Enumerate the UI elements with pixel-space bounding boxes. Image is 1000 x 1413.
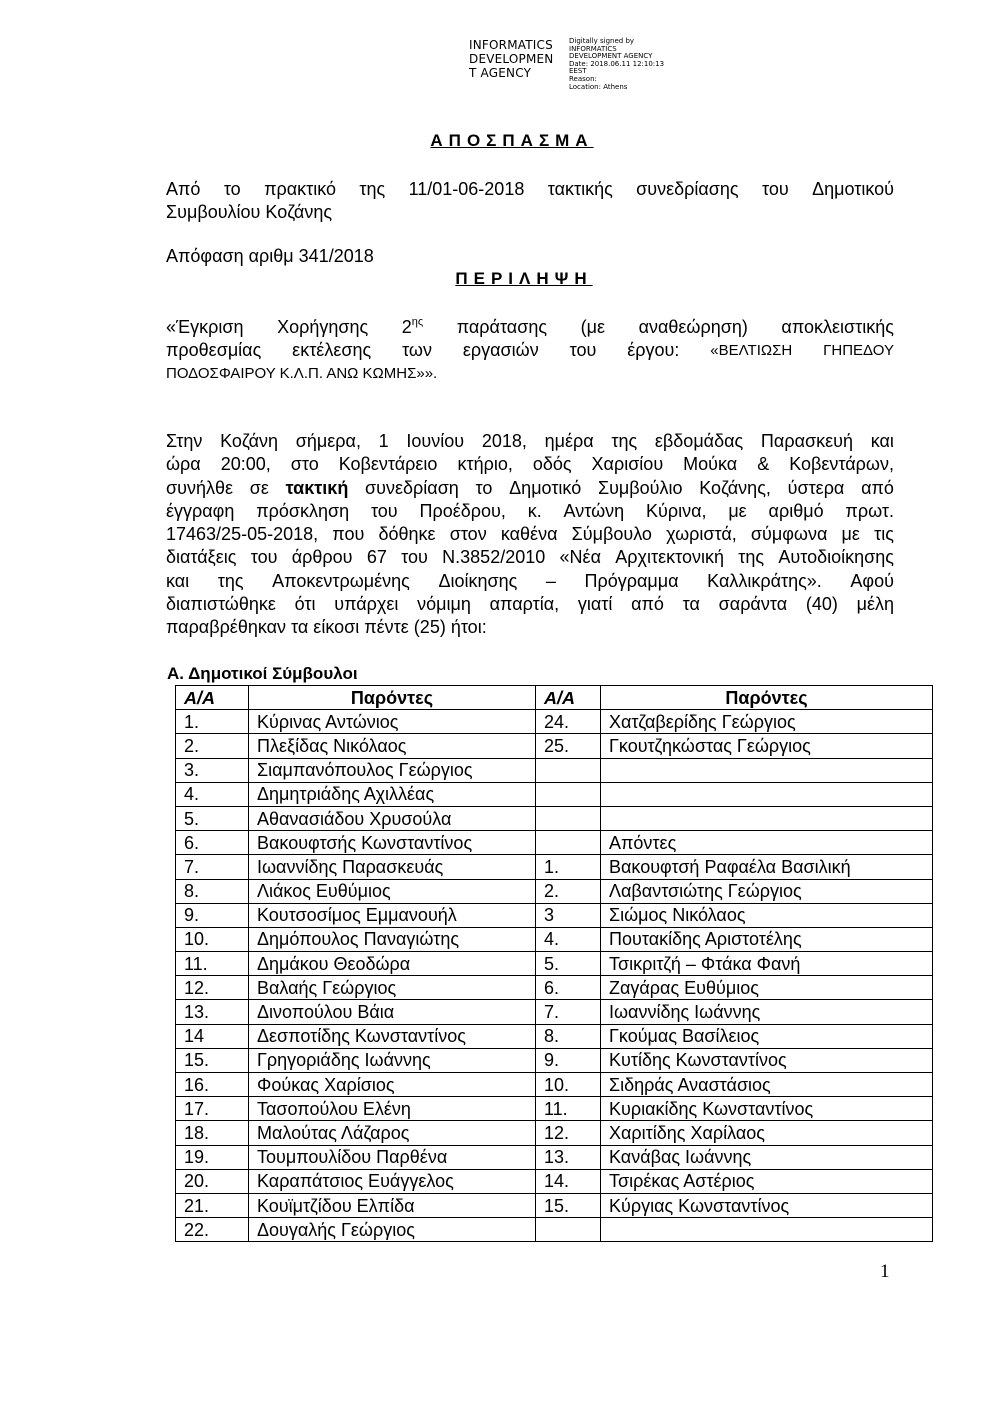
word: του [401, 547, 428, 568]
member-name [601, 1218, 933, 1242]
word: έγγραφη [166, 500, 235, 521]
word: (40) [805, 594, 838, 615]
signature-date: Date: 2018.06.11 12:10:13 [569, 59, 665, 68]
member-name: Απόντες [601, 831, 933, 855]
member-number: 6. [536, 976, 601, 1000]
table-row [176, 1024, 933, 1048]
member-number: 6. [176, 831, 249, 855]
member-name: Τσικριτζή – Φτάκα Φανή [601, 952, 933, 976]
table-row [176, 710, 933, 734]
word: εκτέλεσης [292, 340, 372, 360]
word: της [611, 431, 638, 451]
member-name [601, 806, 933, 830]
word: 20:00, [220, 454, 271, 475]
member-name: Κύργιας Κωνσταντίνος [601, 1193, 933, 1217]
word: ημέρα [544, 431, 594, 451]
member-number: 14 [176, 1024, 249, 1048]
table-row [176, 1000, 933, 1024]
word: Χαρισίου [591, 454, 664, 475]
word: Χορήγησης [277, 317, 369, 337]
table-row [176, 952, 933, 976]
member-number: 1. [536, 855, 601, 879]
word: και [166, 570, 190, 591]
member-number: 1. [176, 710, 249, 734]
signature-details [569, 38, 664, 91]
word: πρακτικό [264, 179, 337, 199]
word: Ιουνίου [406, 431, 465, 451]
col-header-present: Παρόντες [601, 686, 933, 710]
word: της [217, 570, 244, 591]
member-name: Κανάβας Ιωάννης [601, 1145, 933, 1169]
member-number: 10. [176, 927, 249, 951]
word: ώρα [166, 454, 201, 475]
word: τακτικής [547, 179, 613, 199]
member-number: 16. [176, 1073, 249, 1097]
member-name: Δινοπούλου Βάια [249, 1000, 536, 1024]
member-name: Λιάκος Ευθύμιος [249, 879, 536, 903]
member-number [536, 782, 601, 806]
member-name: Κυριακίδης Κωνσταντίνος [601, 1097, 933, 1121]
word: (με [580, 317, 605, 337]
word: ΓΗΠΕΔΟΥ [823, 342, 894, 359]
word: – [545, 570, 556, 591]
summary-line3: ΠΟΔΟΣΦΑΙΡΟΥ Κ.Λ.Π. ΑΝΩ ΚΩΜΗΣ»». [166, 365, 438, 382]
member-name: Κύρινας Αντώνιος [249, 710, 536, 734]
signature-reason: Reason: [569, 74, 597, 83]
member-number: 25. [536, 734, 601, 758]
word: Στην [166, 431, 203, 451]
word: 67 [366, 547, 387, 568]
word: αναθεώρηση) [638, 317, 748, 337]
word: Καλλικράτης». [707, 570, 822, 591]
member-number: 3 [536, 903, 601, 927]
minutes-reference-line2: Συμβουλίου Κοζάνης [166, 202, 333, 222]
member-name: Λαβαντσιώτης Γεώργιος [601, 879, 933, 903]
table-row [176, 1048, 933, 1072]
body-line [166, 570, 894, 593]
table-row [176, 782, 933, 806]
word: ότι [294, 594, 316, 615]
member-name: Δεσποτίδης Κωνσταντίνος [249, 1024, 536, 1048]
member-number: 12. [536, 1121, 601, 1145]
member-number: 19. [176, 1145, 249, 1169]
word: καθένα [500, 524, 558, 545]
word: του [761, 179, 789, 199]
word: 2018, [481, 431, 527, 451]
table-row [176, 879, 933, 903]
member-name: Δημόπουλος Παναγιώτης [249, 927, 536, 951]
member-name: Αθανασιάδου Χρυσούλα [249, 806, 536, 830]
word: Δημοτικού [812, 179, 894, 199]
word: σήμερα, [295, 431, 361, 451]
word: εβδομάδας [654, 431, 744, 451]
member-name: Ζαγάρας Ευθύμιος [601, 976, 933, 1000]
member-name: Γκουτζηκώστας Γεώργιος [601, 734, 933, 758]
word: Αφού [850, 570, 894, 591]
signer-line: T AGENCY [469, 66, 532, 80]
member-name: Σιδηράς Αναστάσιος [601, 1073, 933, 1097]
word: γιατί [577, 594, 613, 615]
word: των [402, 340, 432, 360]
member-number: 15. [536, 1193, 601, 1217]
member-name: Ιωαννίδης Ιωάννης [601, 1000, 933, 1024]
word: μέλη [856, 594, 894, 615]
member-name: Πλεξίδας Νικόλαος [249, 734, 536, 758]
signer-line: DEVELOPMEN [469, 52, 554, 66]
word: του [370, 500, 398, 521]
table-body [176, 710, 933, 1242]
word: Από [166, 179, 201, 199]
word: αποκλειστικής [781, 317, 894, 337]
member-number [536, 831, 601, 855]
member-number: 4. [536, 927, 601, 951]
table-row [176, 734, 933, 758]
col-header-number: Α/Α [176, 686, 249, 710]
signer-name [469, 38, 561, 91]
body-line [166, 523, 894, 546]
table-row [176, 927, 933, 951]
section-title: Α. Δημοτικοί Σύμβουλοι [167, 664, 358, 683]
member-number: 12. [176, 976, 249, 1000]
word: αριθμό [768, 500, 824, 521]
word: με [728, 500, 747, 521]
member-name: Τασοπούλου Ελένη [249, 1097, 536, 1121]
word: δόθηκε [378, 524, 436, 545]
member-number: 7. [176, 855, 249, 879]
member-number: 9. [536, 1048, 601, 1072]
table-row [176, 1097, 933, 1121]
member-number: 11. [176, 952, 249, 976]
member-number: 7. [536, 1000, 601, 1024]
member-name: Βαλαής Γεώργιος [249, 976, 536, 1000]
table-row [176, 1121, 933, 1145]
table-row [176, 1145, 933, 1169]
table-row [176, 831, 933, 855]
member-number: 11. [536, 1097, 601, 1121]
word: που [332, 524, 365, 545]
word: άρθρου [291, 547, 353, 568]
word: Κοζάνη [220, 431, 279, 451]
member-name: Δουγαλής Γεώργιος [249, 1218, 536, 1242]
member-number: 4. [176, 782, 249, 806]
word: πρόσκληση [256, 500, 350, 521]
word: Αποκεντρωμένης [272, 570, 410, 591]
member-name: Χαριτίδης Χαρίλαος [601, 1121, 933, 1145]
table-row [176, 976, 933, 1000]
signature-detail-line: INFORMATICS [569, 44, 617, 53]
word: στον [449, 524, 487, 545]
word: υπάρχει [334, 594, 399, 615]
word: Ν.3852/2010 [442, 547, 546, 568]
member-name: Βακουφτσή Ραφαέλα Βασιλική [601, 855, 933, 879]
word: νόμιμη [417, 594, 471, 615]
body-line [166, 593, 894, 616]
word: Συμβούλιο [597, 477, 683, 498]
signature-detail-line: DEVELOPMENT AGENCY [569, 52, 653, 61]
signature-detail-line: EEST [569, 67, 587, 76]
word: 1 [378, 431, 389, 451]
member-name: Τσιρέκας Αστέριος [601, 1169, 933, 1193]
word: προθεσμίας [166, 340, 262, 360]
member-name: Κουϊμτζίδου Ελπίδα [249, 1193, 536, 1217]
word: Κύρινα, [645, 500, 707, 521]
member-name: Φούκας Χαρίσιος [249, 1073, 536, 1097]
word: το [475, 477, 493, 498]
word: Αυτοδιοίκησης [778, 547, 894, 568]
body-line [166, 477, 894, 500]
word: συνεδρίαση [365, 477, 459, 498]
word: από [861, 477, 894, 498]
table-row [176, 903, 933, 927]
word: «ΒΕΛΤΙΩΣΗ [710, 342, 793, 359]
word: διαπιστώθηκε [166, 594, 276, 615]
table-row [176, 1193, 933, 1217]
member-name: Πουτακίδης Αριστοτέλης [601, 927, 933, 951]
word: σαράντα [718, 594, 788, 615]
signer-line: INFORMATICS [469, 38, 553, 52]
summary-line1 [166, 316, 894, 339]
word: κ. [527, 500, 542, 521]
table-row [176, 1218, 933, 1242]
word: κτήριο, [457, 454, 513, 475]
member-number: 18. [176, 1121, 249, 1145]
body-line [166, 430, 894, 453]
word: χωριστά, [666, 524, 737, 545]
signature-detail-line: Digitally signed by [569, 37, 635, 45]
word: διατάξεις [166, 547, 237, 568]
word: τα [682, 594, 700, 615]
word: Σύμβουλο [571, 524, 652, 545]
word: $2^{\eta\varsigma}$ [401, 316, 424, 337]
word: Παρασκευή [760, 431, 853, 451]
word: παράτασης [456, 317, 548, 337]
summary-line2 [166, 339, 894, 362]
council-members-table [175, 685, 933, 1242]
word: Αντώνη [563, 500, 625, 521]
word: έργου: [627, 340, 680, 360]
word: & [757, 454, 770, 475]
word: με [841, 524, 860, 545]
member-number: 13. [176, 1000, 249, 1024]
member-name: Γκούμας Βασίλειος [601, 1024, 933, 1048]
member-name: Ιωαννίδης Παρασκευάς [249, 855, 536, 879]
word: ύστερα [787, 477, 845, 498]
word: Δημοτικό [509, 477, 582, 498]
word: στο [290, 454, 319, 475]
word: του [250, 547, 278, 568]
word: Αρχιτεκτονική [615, 547, 724, 568]
member-name: Τουμπουλίδου Παρθένα [249, 1145, 536, 1169]
word: Πρόγραμμα [584, 570, 679, 591]
word: σε [249, 477, 269, 498]
minutes-reference-line1 [166, 178, 894, 201]
member-name [601, 758, 933, 782]
word: τις [874, 524, 894, 545]
member-number [536, 758, 601, 782]
word: του [569, 340, 597, 360]
word: της [738, 547, 765, 568]
member-number: 10. [536, 1073, 601, 1097]
member-number: 5. [176, 806, 249, 830]
member-name: Κυτίδης Κωνσταντίνος [601, 1048, 933, 1072]
word: Κοβεντάρειο [338, 454, 438, 475]
member-number: 8. [176, 879, 249, 903]
word: «Έγκριση [166, 317, 244, 337]
word: 11/01-06-2018 [408, 179, 525, 199]
word: το [223, 179, 241, 199]
emphasis-word: τακτική [285, 477, 349, 498]
word: σύμφωνα [750, 524, 828, 545]
member-number: 24. [536, 710, 601, 734]
member-number: 17. [176, 1097, 249, 1121]
word: Κοζάνης, [699, 477, 771, 498]
word: της [359, 179, 386, 199]
member-name: Μαλούτας Λάζαρος [249, 1121, 536, 1145]
member-number: 20. [176, 1169, 249, 1193]
member-name: Σιώμος Νικόλαος [601, 903, 933, 927]
page-number: 1 [880, 1261, 890, 1282]
member-number: 2. [176, 734, 249, 758]
table-row [176, 1169, 933, 1193]
col-header-number: Α/Α [536, 686, 601, 710]
digital-signature-stamp [469, 38, 664, 91]
word: «Νέα [559, 547, 601, 568]
word: εργασιών [462, 340, 539, 360]
member-name: Δημάκου Θεοδώρα [249, 952, 536, 976]
body-line: παραβρέθηκαν τα είκοσι πέντε (25) ήτοι: [166, 617, 487, 638]
member-number: 5. [536, 952, 601, 976]
member-name: Σιαμπανόπουλος Γεώργιος [249, 758, 536, 782]
member-number: 3. [176, 758, 249, 782]
member-number: 8. [536, 1024, 601, 1048]
decision-number: Απόφαση αριθμ 341/2018 [166, 246, 374, 266]
word: Διοίκησης [438, 570, 518, 591]
summary-text [166, 316, 894, 385]
word: συνεδρίασης [636, 179, 739, 199]
member-number [536, 1218, 601, 1242]
table-header-row [176, 686, 933, 710]
word: πρωτ. [845, 500, 894, 521]
col-header-present: Παρόντες [249, 686, 536, 710]
word: Προέδρου, [419, 500, 506, 521]
word: Μούκα [683, 454, 738, 475]
word: οδός [532, 454, 572, 475]
member-name [601, 782, 933, 806]
member-name: Γρηγοριάδης Ιωάννης [249, 1048, 536, 1072]
minutes-reference [166, 178, 894, 224]
table-row [176, 806, 933, 830]
member-name: Καραπάτσιος Ευάγγελος [249, 1169, 536, 1193]
table-row [176, 758, 933, 782]
word: απαρτία, [489, 594, 560, 615]
summary-title: ΠΕΡΙΛΗΨΗ [455, 269, 593, 288]
member-number: 14. [536, 1169, 601, 1193]
member-name: Βακουφτσής Κωνσταντίνος [249, 831, 536, 855]
document-title: ΑΠΟΣΠΑΣΜΑ [430, 131, 594, 150]
body-line [166, 546, 894, 569]
member-number: 9. [176, 903, 249, 927]
word: 17463/25-05-2018, [166, 524, 319, 545]
table-row [176, 855, 933, 879]
word: και [870, 431, 894, 451]
superscript: ης [411, 316, 424, 328]
member-number: 13. [536, 1145, 601, 1169]
member-number: 22. [176, 1218, 249, 1242]
member-name: Χατζαβερίδης Γεώργιος [601, 710, 933, 734]
body-line [166, 453, 894, 476]
table-row [176, 1073, 933, 1097]
member-number: 21. [176, 1193, 249, 1217]
signature-location: Location: Athens [569, 82, 628, 91]
member-number: 15. [176, 1048, 249, 1072]
member-name: Δημητριάδης Αχιλλέας [249, 782, 536, 806]
word: από [631, 594, 664, 615]
member-name: Κουτσοσίμος Εμμανουήλ [249, 903, 536, 927]
member-number: 2. [536, 879, 601, 903]
word: Κοβεντάρων, [789, 454, 894, 475]
member-number [536, 806, 601, 830]
word: συνήλθε [166, 477, 233, 498]
body-text [166, 430, 894, 640]
body-line [166, 500, 894, 523]
